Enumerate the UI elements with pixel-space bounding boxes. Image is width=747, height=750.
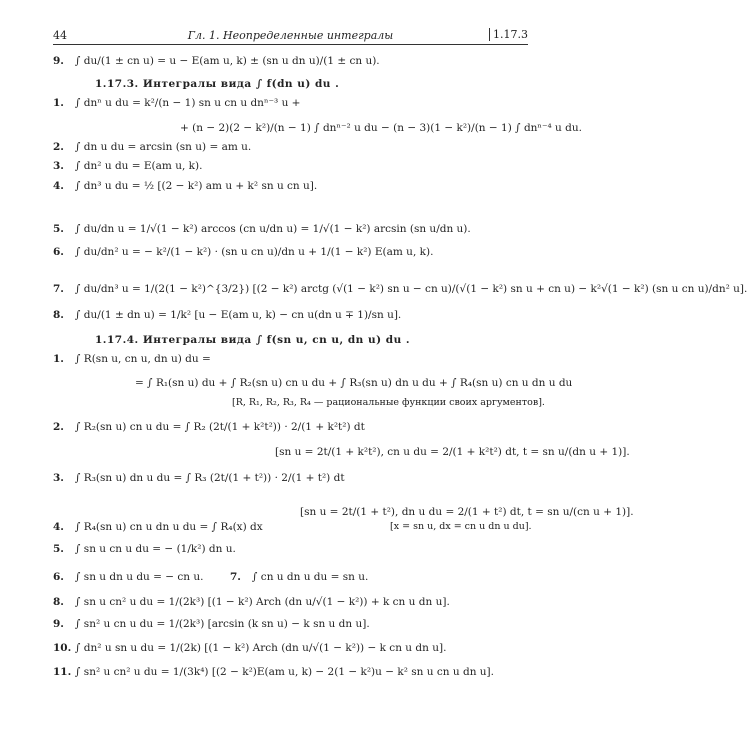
formula-text: 1.17.4. Интегралы вида ∫ f(sn u, cn u, dn u) du . [95,334,411,346]
page-number: 44 [53,29,67,42]
formula-number: 8. [53,309,64,321]
formula-text: ∫ du/dn² u = − k²/(1 − k²) · (sn u cn u)/dn u + 1/(1 − k²) E(am u, k). [75,246,434,258]
section-heading [95,334,410,346]
formula-number: 2. [53,421,64,433]
formula-text: ∫ sn u cn² u du = 1/(2k³) [(1 − k²) Arch (dn u/√(1 − k²)) + k cn u dn u]. [75,596,450,608]
formula [230,571,368,583]
formula-text: [sn u = 2t/(1 + k²t²), cn u du = 2/(1 + k²t²) dt, t = sn u/(dn u + 1)]. [275,446,630,458]
chapter-title: Гл. 1. Неопределенные интегралы [187,29,394,42]
formula-number: 6. [53,571,64,583]
section-number: 1.17.3 [489,28,528,41]
formula-text: ∫ dn u du = arcsin (sn u) = am u. [75,141,252,153]
formula [53,571,204,583]
formula-text: = ∫ R₁(sn u) du + ∫ R₂(sn u) cn u du + ∫ R₃(sn u) dn u du + ∫ R₄(sn u) cn u dn u du [135,377,573,389]
formula [53,246,433,258]
formula-number: 4. [53,521,64,533]
formula-text: ∫ sn u cn u du = − (1/k²) dn u. [75,543,236,555]
formula-text: [R, R₁, R₂, R₃, R₄ — рациональные функции своих аргументов]. [232,397,545,408]
formula-text: ∫ du/dn³ u = 1/(2(1 − k²)^{3/2}) [(2 − k²) arctg (√(1 − k²) sn u − cn u)/(√(1 − k²) sn u + cn u) − k²√(1 − k²) (sn u cn u)/dn² u]. [75,283,747,295]
formula [53,353,211,365]
formula-text: + (n − 2)(2 − k²)/(n − 1) ∫ dnⁿ⁻² u du − (n − 3)(1 − k²)/(n − 1) ∫ dnⁿ⁻⁴ u du. [180,122,582,134]
formula [53,642,446,654]
formula [53,472,345,484]
formula-text: ∫ cn u dn u du = sn u. [252,571,369,583]
formula [53,666,494,678]
formula-text: ∫ sn u dn u du = − cn u. [75,571,204,583]
formula-text: ∫ du/dn u = 1/√(1 − k²) arccos (cn u/dn u) = 1/√(1 − k²) arcsin (sn u/dn u). [75,223,471,235]
formula-text: ∫ dn³ u du = ½ [(2 − k²) am u + k² sn u cn u]. [75,180,318,192]
formula-text: ∫ dnⁿ u du = k²/(n − 1) sn u cn u dnⁿ⁻³ u + [75,97,301,109]
formula-number: 5. [53,543,64,555]
formula [53,309,401,321]
formula-text: ∫ dn² u du = E(am u, k). [75,160,203,172]
formula-number: 3. [53,472,64,484]
formula [300,506,634,518]
formula-number: 9. [53,55,64,67]
running-header [53,28,528,45]
formula [53,55,380,67]
formula-note [232,397,545,408]
formula [53,223,471,235]
formula-text: 1.17.3. Интегралы вида ∫ f(dn u) du . [95,78,340,90]
formula-number: 7. [230,571,241,583]
formula [180,122,582,134]
formula [53,421,365,433]
formula-number: 1. [53,353,64,365]
formula-text: [sn u = 2t/(1 + t²), dn u du = 2/(1 + t²) dt, t = sn u/(cn u + 1)]. [300,506,634,518]
formula-text: [x = sn u, dx = cn u dn u du]. [390,521,532,532]
formula [275,446,630,458]
formula-number: 6. [53,246,64,258]
formula-text: ∫ du/(1 ± cn u) = u − E(am u, k) ± (sn u dn u)/(1 ± cn u). [75,55,380,67]
formula [53,160,202,172]
formula [53,618,370,630]
formula-text: ∫ dn² u sn u du = 1/(2k) [(1 − k²) Arch (dn u/√(1 − k²)) − k cn u dn u]. [75,642,447,654]
formula-text: ∫ sn² u cn u du = 1/(2k³) [arcsin (k sn u) − k sn u dn u]. [75,618,370,630]
formula-number: 9. [53,618,64,630]
formula-number: 3. [53,160,64,172]
formula-number: 1. [53,97,64,109]
formula [53,543,236,555]
formula [135,377,572,389]
formula [53,180,317,192]
formula-number: 4. [53,180,64,192]
section-heading [95,78,339,90]
formula-text: ∫ R(sn u, cn u, dn u) du = [75,353,211,365]
formula [53,521,263,533]
formula-text: ∫ R₄(sn u) cn u dn u du = ∫ R₄(x) dx [75,521,263,533]
formula-text: ∫ R₃(sn u) dn u du = ∫ R₃ (2t/(1 + t²)) · 2/(1 + t²) dt [75,472,345,484]
formula-number: 7. [53,283,64,295]
formula [53,141,251,153]
formula-text: ∫ du/(1 ± dn u) = 1/k² [u − E(am u, k) − cn u(dn u ∓ 1)/sn u]. [75,309,402,321]
formula-text: ∫ R₂(sn u) cn u du = ∫ R₂ (2t/(1 + k²t²)) · 2/(1 + k²t²) dt [75,421,365,433]
formula-number: 2. [53,141,64,153]
formula [53,283,747,295]
formula [53,596,450,608]
formula-number: 5. [53,223,64,235]
formula-number: 8. [53,596,64,608]
formula-note [390,521,532,532]
formula-number: 11. [53,666,72,678]
formula [53,97,300,109]
formula-number: 10. [53,642,72,654]
formula-text: ∫ sn² u cn² u du = 1/(3k⁴) [(2 − k²)E(am u, k) − 2(1 − k²)u − k² sn u cn u dn u]. [75,666,494,678]
